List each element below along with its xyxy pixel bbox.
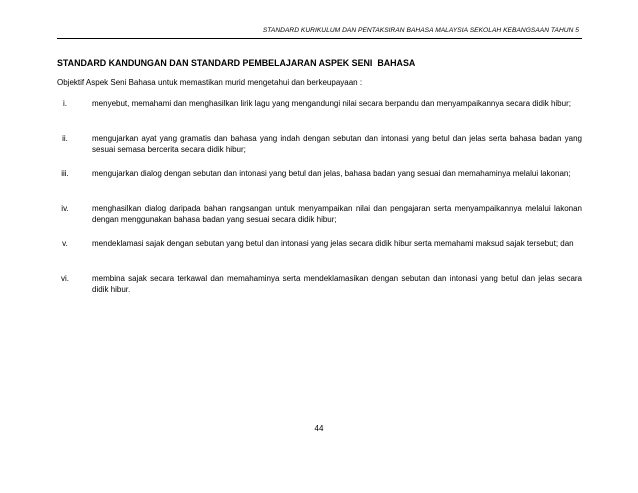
objective-text: membina sajak secara terkawal dan memahaminya serta mendeklamasikan dengan sebutan dan intonasi yang betul dan jelas secara didik hibur. [92, 274, 582, 294]
objective-text: menyebut, memahami dan menghasilkan lirik lagu yang mengandungi nilai secara berpandu dan menyampaikannya secara didik hibur; [92, 99, 571, 108]
objective-number: iii. [61, 169, 69, 178]
page-number: 44 [314, 424, 324, 433]
objectives-list [55, 98, 582, 308]
objective-number: vi. [61, 274, 69, 283]
objective-item [55, 273, 582, 295]
objective-text: mengujarkan dialog dengan sebutan dan intonasi yang betul dan jelas, bahasa badan yang sesuai dan memahaminya melalui lakonan; [92, 169, 571, 178]
header-rule [57, 38, 582, 39]
objective-item [55, 203, 582, 225]
running-header: STANDARD KURIKULUM DAN PENTAKSIRAN BAHASA MALAYSIA SEKOLAH KEBANGSAAN TAHUN 5 [262, 27, 579, 34]
objective-item [55, 168, 582, 190]
objective-text: mendeklamasi sajak dengan sebutan yang betul dan intonasi yang jelas secara didik hibur serta memahami maksud sajak tersebut; dan [92, 239, 574, 248]
objective-text: mengujarkan ayat yang gramatis dan bahasa yang indah dengan sebutan dan intonasi yang betul dan jelas serta bahasa badan yang sesuai semasa bercerita secara didik hibur; [92, 134, 582, 154]
objective-item [55, 133, 582, 155]
objective-number: v. [62, 239, 68, 248]
objective-text: menghasilkan dialog daripada bahan rangsangan untuk menyampaikan nilai dan pengajaran serta menyampaikannya melalui lakonan dengan menggunakan bahasa badan yang sesuai secara didik hibur; [92, 204, 582, 224]
objective-item [55, 98, 582, 120]
section-title: STANDARD KANDUNGAN DAN STANDARD PEMBELAJARAN ASPEK SENI BAHASA [57, 58, 416, 68]
objective-number: iv. [61, 204, 69, 213]
objective-number: ii. [62, 134, 68, 143]
objective-number: i. [63, 99, 67, 108]
objectives-intro: Objektif Aspek Seni Bahasa untuk memastikan murid mengetahui dan berkeupayaan : [57, 78, 363, 87]
objective-item [55, 238, 582, 260]
